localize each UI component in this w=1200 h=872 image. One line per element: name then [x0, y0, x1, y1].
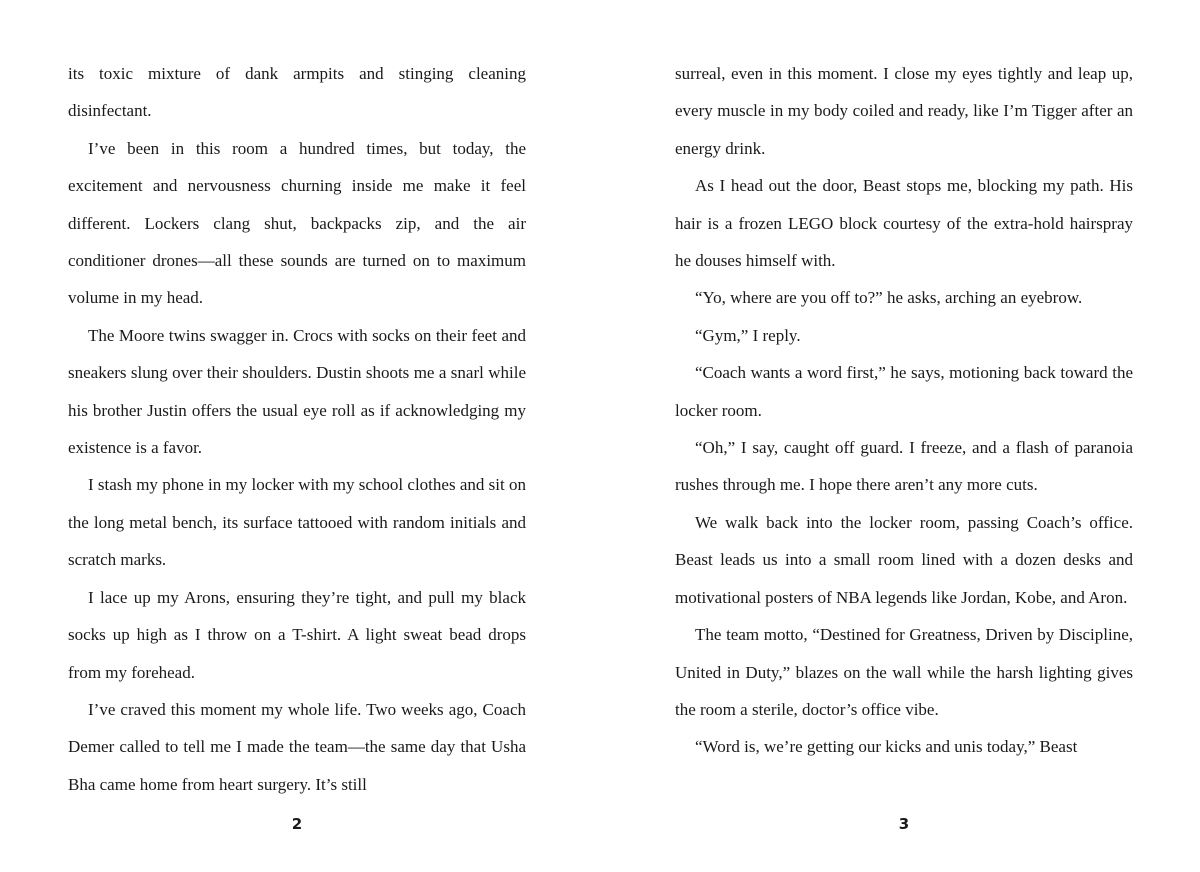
paragraph: The team motto, “Destined for Greatness, Driven by Discipline, United in Duty,” blazes on the wall while the harsh lighting gives the room a sterile, doctor’s office vibe.: [675, 625, 1133, 719]
paragraph: “Gym,” I reply.: [695, 325, 801, 345]
paragraph: I lace up my Arons, ensuring they’re tight, and pull my black socks up high as I throw on a T-shirt. A light sweat bead drops from my forehead.: [68, 587, 526, 682]
page-number: 3: [898, 815, 910, 833]
right-page: [675, 0, 1133, 872]
paragraph: As I head out the door, Beast stops me, blocking my path. His hair is a frozen LEGO block courtesy of the extra-hold hairspray he douses himself with.: [675, 176, 1133, 271]
paragraph: its toxic mixture of dank armpits and stinging cleaning disinfectant.: [68, 64, 526, 121]
paragraph: “Oh,” I say, caught off guard. I freeze, and a flash of paranoia rushes through me. I hope there aren’t any more cuts.: [675, 438, 1133, 495]
paragraph: I’ve craved this moment my whole life. Two weeks ago, Coach Demer called to tell me I made the team—the same day that Usha Bha came home from heart surgery. It’s still: [68, 699, 526, 794]
paragraph: The Moore twins swagger in. Crocs with socks on their feet and sneakers slung over their shoulders. Dustin shoots me a snarl while his brother Justin offers the usual eye roll as if acknowledging my existence is a favor.: [68, 325, 526, 458]
paragraph: “Coach wants a word first,” he says, motioning back toward the locker room.: [675, 363, 1133, 420]
paragraph: I’ve been in this room a hundred times, but today, the excitement and nervousness churning inside me make it feel different. Lockers clang shut, backpacks zip, and the air conditioner drones—all these sounds are turned on to maximum volume in my head.: [68, 138, 526, 308]
left-page: [68, 0, 526, 872]
paragraph: surreal, even in this moment. I close my eyes tightly and leap up, every muscle in my body coiled and ready, like I’m Tigger after an energy drink.: [675, 64, 1133, 158]
page-number: 2: [291, 815, 303, 833]
right-page-text: [675, 55, 1133, 766]
paragraph: We walk back into the locker room, passing Coach’s office. Beast leads us into a small room lined with a dozen desks and motivational posters of NBA legends like Jordan, Kobe, and Aron.: [675, 512, 1133, 607]
paragraph: “Yo, where are you off to?” he asks, arching an eyebrow.: [695, 288, 1083, 308]
left-page-text: [68, 55, 526, 803]
paragraph: “Word is, we’re getting our kicks and unis today,” Beast: [695, 737, 1078, 757]
paragraph: I stash my phone in my locker with my school clothes and sit on the long metal bench, its surface tattooed with random initials and scratch marks.: [68, 475, 526, 570]
